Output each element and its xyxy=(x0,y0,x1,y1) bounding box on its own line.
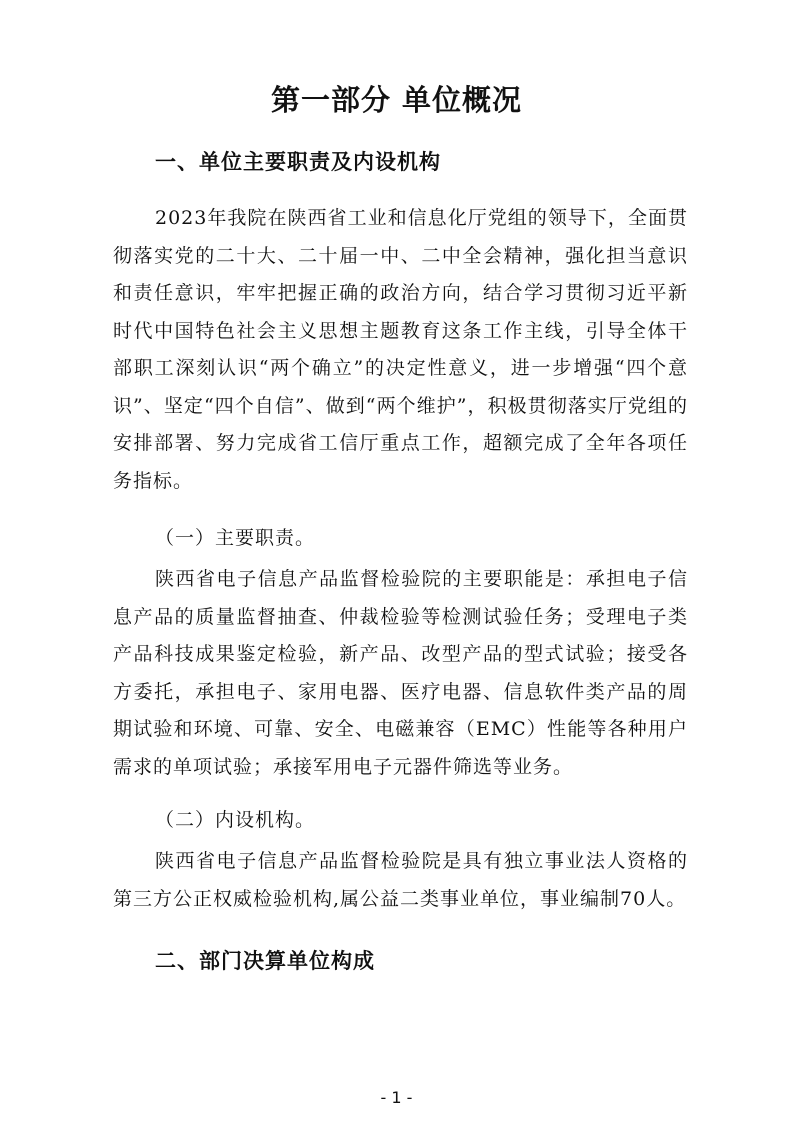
structure-paragraph: 陕西省电子信息产品监督检验院是具有独立事业法人资格的第三方公正权威检验机构,属公益二类事业单位，事业编制70人。 xyxy=(113,850,688,910)
section-heading-1: 一、单位主要职责及内设机构 xyxy=(155,150,441,174)
intro-paragraph: 2023年我院在陕西省工业和信息化厅党组的领导下，全面贯彻落实党的二十大、二十届一中、二中全会精神，强化担当意识和责任意识，牢牢把握正确的政治方向，结合学习贯彻习近平新时代中国特色社会主义思想主题教育这条工作主线，引导全体干部职工深刻认识“两个确立”的决定性意义，进一步增强“四个意识”、坚定“四个自信”、做到“两个维护”，积极贯彻落实厅党组的安排部署、努力完成省工信厅重点工作，超额完成了全年各项任务指标。 xyxy=(113,207,688,492)
subsection-heading-structure: （二）内设机构。 xyxy=(155,809,316,831)
page-title: 第一部分 单位概况 xyxy=(270,83,523,117)
subsection-heading-duties: （一）主要职责。 xyxy=(155,527,316,549)
page-number: - 1 - xyxy=(380,1088,413,1107)
duties-paragraph: 陕西省电子信息产品监督检验院的主要职能是：承担电子信息产品的质量监督抽查、仲裁检验等检测试验任务；受理电子类产品科技成果鉴定检验，新产品、改型产品的型式试验；接受各方委托，承担电子、家用电器、医疗电器、信息软件类产品的周期试验和环境、可靠、安全、电磁兼容（EMC）性能等各种用户需求的单项试验；承接军用电子元器件筛选等业务。 xyxy=(113,568,688,778)
section-heading-2: 二、部门决算单位构成 xyxy=(155,949,375,973)
